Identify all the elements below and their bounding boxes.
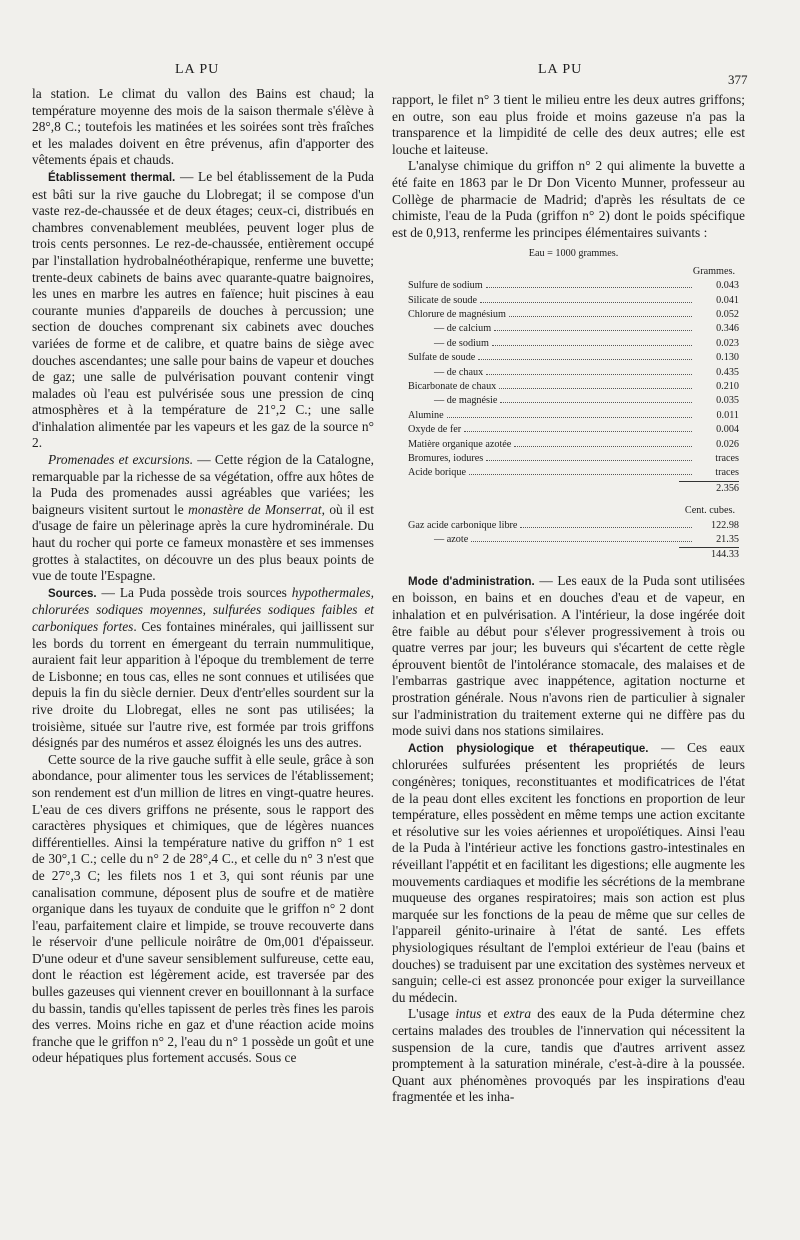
table-row-value: 21.35 xyxy=(716,534,739,546)
dot-leader xyxy=(486,460,692,461)
paragraph-analysis: L'analyse chimique du griffon n° 2 qui alimente la buvette a été faite en 1863 par le Dr Don Vicento Munner, professeur au Collège de pharmacie de Madrid; d'après les résultats de ce chimiste, l'eau de la Puda (griffon n° 2) dont le poids spécifique est de 0,913, renferme les principes élémentaires suivants : xyxy=(392,158,745,240)
dot-leader xyxy=(499,388,692,389)
table-row-name: — azote xyxy=(434,534,469,546)
paragraph-griffon-3: rapport, le filet n° 3 tient le milieu entre les deux autres griffons; en outre, son eau plus froide et moins gazeuse n'a pas la transparence et la limpidité de celle des deux autres; elle est louche et laiteuse. xyxy=(392,92,745,157)
table-row-name: Bicarbonate de chaux xyxy=(408,381,497,392)
table-title: Eau = 1000 grammes. xyxy=(528,248,619,260)
table-row xyxy=(408,452,739,466)
paragraph-usage xyxy=(392,1006,745,1106)
table-row xyxy=(408,533,739,547)
table-row-value: 0.004 xyxy=(716,424,739,436)
dot-leader xyxy=(447,417,692,418)
sources-classification: hypothermales, chlorurées sodiques moyennes, sulfurées sodiques faibles et carboniques fortes xyxy=(32,584,374,634)
paragraph-excursions-text-a: — Cette région de la Catalogne, remarquable par la richesse de sa végétation, offre aux hôtes de la Puda des promenades aussi agréables que variées; les baigneurs visitent surtout le xyxy=(32,452,374,517)
table-row xyxy=(408,466,739,480)
table-row-value: traces xyxy=(715,453,739,465)
table-row-name: Chlorure de magnésium xyxy=(408,308,506,320)
table-unit-grams: Grammes. xyxy=(692,265,735,277)
table-row-value: 0.011 xyxy=(716,409,739,421)
left-column xyxy=(32,86,374,1067)
table-row xyxy=(408,409,739,423)
table-row-name: Acide borique xyxy=(408,467,466,479)
table-row-name: Oxyde de fer xyxy=(408,424,462,436)
table-row-value: 0.346 xyxy=(716,323,739,335)
table-row-value: 0.035 xyxy=(716,395,739,407)
mineral-total: 2.356 xyxy=(679,481,739,496)
section-heading-action: Action physiologique et thérapeutique. xyxy=(408,742,649,755)
paragraph-action xyxy=(392,740,745,1007)
dot-leader xyxy=(486,287,692,288)
dot-leader xyxy=(464,431,692,432)
dot-leader xyxy=(471,541,692,542)
paragraph-establishment-text: — Le bel établissement de la Puda est bâti sur la rive gauche du Llobregat; il se compose d'un vaste rez-de-chaussée et de deux étages; ceux-ci, distribués en chambres convenablement meublées, peuvent loger plus de trois cents personnes. Le rez-de-chaussée, entièrement occupé par l'installation hydrobalnéothérapique, renferme une buvette; trente-deux cabinets de bains avec quarante-quatre baignoires, les unes en marbre les autres en faïence; huit piscines à eau courante munies d'appareils de douches à percussion; une section de douches comprenant six cabinets avec douches variées de forme et de calibre, et quatre bains de siège avec douches ascendantes; une salle pour bains de vapeur et douches de gaz; une salle de pulvérisation pouvant contenir vingt malades où l'eau est pulvérisée sous une pression de cinq atmosphères et à la température de 21°,2 C.; une salle d'inhalation alimentée par les vapeurs et les gaz de la source n° 2. xyxy=(32,168,375,451)
table-row xyxy=(408,279,739,293)
section-heading-sources: Sources. xyxy=(48,587,97,600)
table-row xyxy=(408,294,739,308)
running-head-right: LA PU xyxy=(538,62,583,77)
table-row-name: Gaz acide carbonique libre xyxy=(408,519,518,531)
table-row-value: 0.130 xyxy=(716,352,739,364)
table-row xyxy=(408,380,739,394)
paragraph-sources-text-b: . Ces fontaines minérales, qui jaillissent sur les bords du torrent en émergeant du terrain nummulitique, auraient fait leur apparition à l'époque du tremblement de terre de Lisbonne; en tous cas, elles ne sont connues et utilisées que depuis la fin du siècle dernier. Deux d'entr'elles sourdent sur la rive droite du Llobregat, elles ne sont pas utilisées; la troisième, située sur l'autre rive, est formée par trois griffons désignés par des numéros et assez éloignés les uns des autres. xyxy=(32,619,374,751)
table-row-name: Matière organique azotée xyxy=(408,438,512,450)
section-heading-establishment: Établissement thermal. xyxy=(48,171,176,184)
table-row xyxy=(408,322,739,336)
table-row-name: — de magnésie xyxy=(434,395,498,407)
dot-leader xyxy=(520,527,692,528)
table-row xyxy=(408,394,739,408)
paragraph-griffons: Cette source de la rive gauche suffit à elle seule, grâce à son abondance, pour alimenter tous les services de l'établissement; son rendement est d'un million de litres en vingt-quatre heures. L'eau de ces divers griffons ne présente, sous le rapport des caractères physiques et chimiques, que de légères nuances différentielles. Ainsi la température native du griffon n° 1 est de 30°,1 C.; celle du n° 2 de 28°,4 C., et celle du n° 3 n'est que de 27°,3 C; les filets nos 1 et 3, qui sont réunis par une canalisation commune, déposent plus de soufre et de matière organique dans les tuyaux de conduite que le griffon n° 2 dont l'eau, parfaitement claire et limpide, se trouve recouverte dans le réservoir d'une pellicule noirâtre de 0m,001 d'épaisseur. D'une odeur et d'une saveur sensiblement sulfureuse, cette eau, dont le réaction est légèrement acide, est traversée par des bulles gazeuses qui viennent crever en bouillonnant à la surface du bassin, tandis qu'elles tapissent de perles très fines les parois des verres. Moins riche en gaz et d'une réaction acide moins franche que le griffon n° 2, l'eau du n° 1 possède un goût et une odeur hépatiques plus fortement accusés. Sous ce xyxy=(32,751,374,1066)
dot-leader xyxy=(500,402,692,403)
paragraph-sources xyxy=(32,585,374,752)
paragraph-administration xyxy=(392,573,745,740)
term-extra: extra xyxy=(503,1006,532,1022)
monastery-name: monastère de Monserrat xyxy=(188,501,322,517)
analysis-table xyxy=(408,247,739,563)
table-row-name: Sulfate de soude xyxy=(408,352,476,364)
running-head-left: LA PU xyxy=(175,62,220,77)
table-row xyxy=(408,308,739,322)
dot-leader xyxy=(478,359,692,360)
dot-leader xyxy=(509,316,692,317)
table-row-value: 0.435 xyxy=(716,366,739,378)
table-unit-gas: Cent. cubes. xyxy=(684,505,735,517)
table-row-value: 0.023 xyxy=(716,337,739,349)
table-row-value: traces xyxy=(715,467,739,479)
table-row-name: Silicate de soude xyxy=(408,294,478,306)
table-row xyxy=(408,519,739,533)
dot-leader xyxy=(480,302,692,303)
right-column xyxy=(392,92,745,1106)
dot-leader xyxy=(486,374,692,375)
table-row-value: 0.026 xyxy=(716,438,739,450)
paragraph-action-text: — Ces eaux chlorurées sulfurées présentent les propriétés de leurs congénères; toniques, reconstituantes et modificatrices de l'état de la peau dont elles excitent les fonctions en proportion de leur température, elles possèdent en même temps une action excitante et résolutive sur les voies aériennes et uropoïétiques. Ainsi l'eau de la Puda à l'intérieur active les fonctions gastro-intestinales en réveillant l'appétit et en facilitant les digestions; elle augmente les mouvements cardiaques et modifie les sécrétions de la membrane muqueuse des organes respiratoires; mais son action est plus marquée sur les fonctions de la peau de même que sur celles de l'appareil génito-urinaire à l'état de santé. Les effets physiologiques résultant de l'emploi extérieur de l'eau (bains et douches) se traduisent par une excitation des systèmes nerveux et sanguin; celle-ci est assez prononcée pour exiger la surveillance du médecin. xyxy=(392,739,745,1005)
table-row-name: Sulfure de sodium xyxy=(408,280,483,292)
dot-leader xyxy=(492,345,692,346)
paragraph-establishment xyxy=(32,169,374,452)
table-gap xyxy=(408,496,739,504)
paragraph-climate: la station. Le climat du vallon des Bains est chaud; la température moyenne des mois de la saison thermale s'élève à 28°,8 C.; toutefois les matinées et les soirées sont très fraîches et les malades doivent en être prévenus, afin d'apporter des vêtements épais et chauds. xyxy=(32,86,374,168)
dot-leader xyxy=(494,330,692,331)
gas-total-row xyxy=(408,547,739,562)
table-row xyxy=(408,351,739,365)
gas-rows xyxy=(408,519,739,548)
table-row xyxy=(408,337,739,351)
table-row-name: — de calcium xyxy=(434,323,492,335)
mineral-rows xyxy=(408,279,739,481)
gas-total: 144.33 xyxy=(679,547,739,562)
paragraph-administration-text: — Les eaux de la Puda sont utilisées en boisson, en bains et en douches d'eau et de vapeur, en inhalation et en pulvérisation. A l'intérieur, la dose ingérée doit être faible au début pour s'élever progressivement à trois ou quatre verres par jour; les buveurs qui s'écartent de cette règle éprouvent bientôt de l'intolérance stomacale, des malaises et de l'embarras gastrique avec inappétence, agitation nocturne et prostration générale. Nous n'avons rien de particulier à signaler sur l'administration du traitement externe qui ne diffère pas du mode suivi dans nos stations similaires. xyxy=(392,572,745,739)
paragraph-excursions-text-b: , où il est d'usage de faire un pèlerinage après la cure hydrominérale. Du haut du rocher qui porte ce fameux monastère et ses immenses grottes à stalactites, on découvre un des plus beaux points de vue de toute l'Espagne. xyxy=(32,501,374,584)
paragraph-usage-text-a: L'usage xyxy=(408,1006,456,1022)
paragraph-sources-text-a: — La Puda possède trois sources xyxy=(96,584,292,600)
table-row-value: 0.043 xyxy=(716,280,739,292)
table-row-name: — de sodium xyxy=(434,337,489,349)
table-row-value: 0.041 xyxy=(716,294,739,306)
page-number: 377 xyxy=(728,72,748,87)
dot-leader xyxy=(514,446,692,447)
table-row-value: 0.210 xyxy=(716,381,739,392)
table-row-value: 122.98 xyxy=(710,519,739,531)
table-row-value: 0.052 xyxy=(716,308,739,320)
table-row-name: Bromures, iodures xyxy=(408,453,484,465)
paragraph-excursions xyxy=(32,452,374,585)
dot-leader xyxy=(469,474,692,475)
table-row xyxy=(408,438,739,452)
section-heading-excursions: Promenades et excursions. xyxy=(48,452,194,468)
table-row-name: — de chaux xyxy=(434,366,484,378)
term-intus: intus xyxy=(455,1006,482,1022)
paragraph-usage-text-b: et xyxy=(481,1006,504,1022)
table-row xyxy=(408,366,739,380)
paragraph-usage-text-c: des eaux de la Puda détermine chez certains malades des troubles de l'innervation qui nécessitent la suspension de la cure, tandis que d'autres arrivent assez promptement à la saturation minérale, c'est-à-dire à la poussée. Quant aux phénomènes provoqués par les inspirations d'eau fragmentée et les inha- xyxy=(392,1006,745,1105)
section-heading-administration: Mode d'administration. xyxy=(408,575,535,588)
table-row xyxy=(408,423,739,437)
mineral-total-row xyxy=(408,481,739,496)
table-row-name: Alumine xyxy=(408,409,444,421)
